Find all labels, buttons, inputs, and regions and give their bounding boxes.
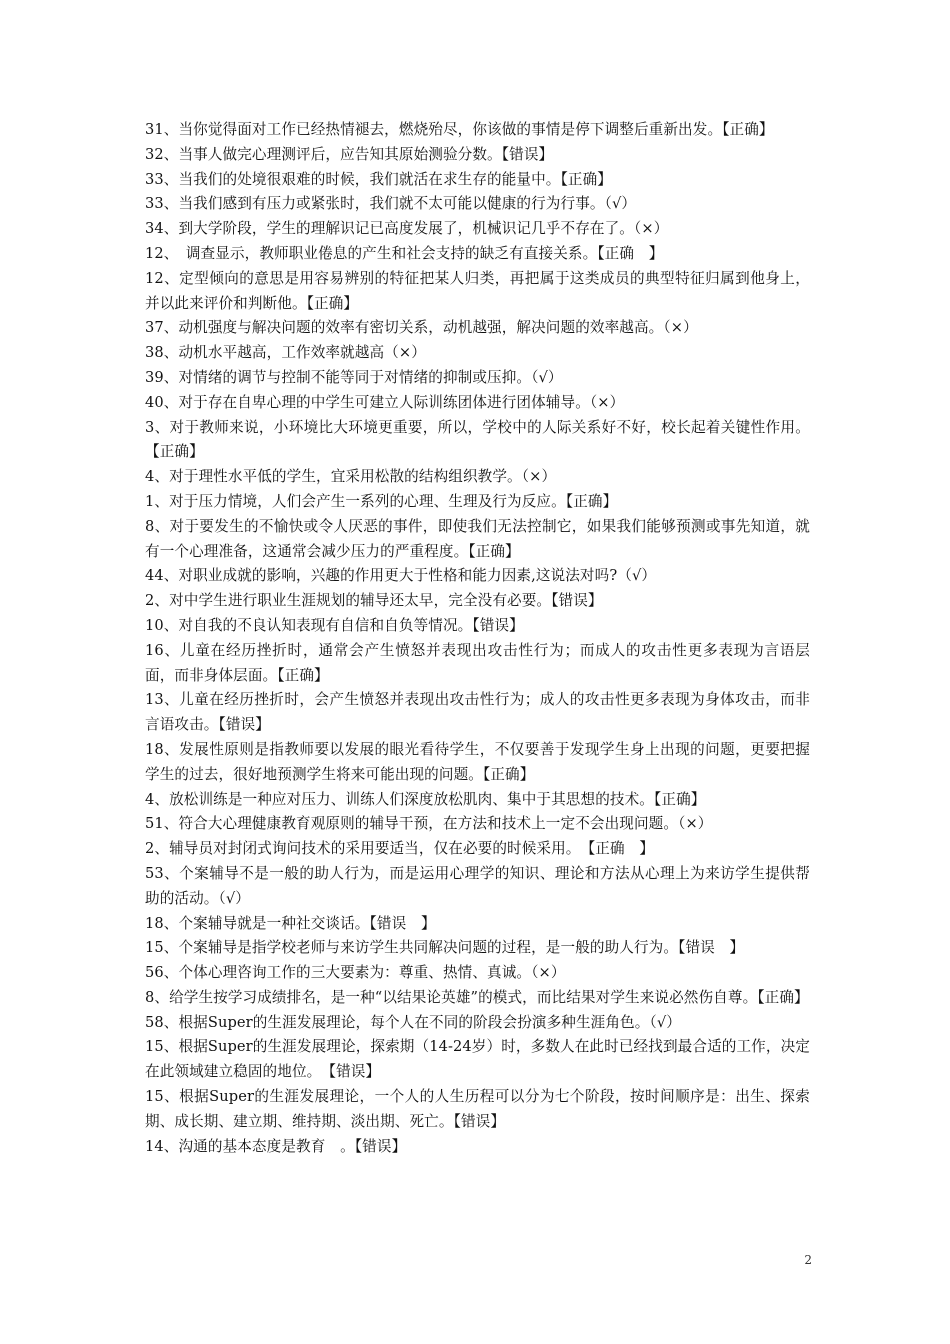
question-item: 56、个体心理咨询工作的三大要素为：尊重、热情、真诚。（×） — [145, 964, 566, 982]
question-item: 10、对自我的不良认知表现有自信和自负等情况。【错误】 — [145, 616, 524, 634]
question-item: 58、根据Super的生涯发展理论，每个人在不同的阶段会扮演多种生涯角色。（√） — [145, 1013, 681, 1031]
question-item: 32、当事人做完心理测评后，应告知其原始测验分数。【错误】 — [145, 145, 554, 163]
question-item: 33、当我们的处境很艰难的时候，我们就活在求生存的能量中。【正确】 — [145, 170, 612, 188]
question-item: 2、对中学生进行职业生涯规划的辅导还太早，完全没有必要。【错误】 — [145, 592, 603, 610]
question-item: 12、 调查显示，教师职业倦息的产生和社会支持的缺乏有直接关系。【正确 】 — [145, 244, 664, 262]
question-item: 44、对职业成就的影响，兴趣的作用更大于性格和能力因素,这说法对吗?（√） — [145, 567, 657, 585]
page-number: 2 — [804, 1253, 812, 1267]
question-item: 2、辅导员对封闭式询问技术的采用要适当，仅在必要的时候采用。 【正确 】 — [145, 840, 655, 858]
question-item: 3、对于教师来说，小环境比大环境更重要，所以，学校中的人际关系好不好，校长起着关键性作用。【正确】 — [145, 418, 810, 461]
question-item: 34、到大学阶段，学生的理解识记已高度发展了，机械识记几乎不存在了。（×） — [145, 220, 669, 238]
question-item: 53、个案辅导不是一般的助人行为，而是运用心理学的知识、理论和方法从心理上为来访学生提供帮助的活动。（√） — [145, 864, 810, 907]
question-item: 18、个案辅导就是一种社交谈话。【错误 】 — [145, 914, 436, 932]
question-item: 4、放松训练是一种应对压力、训练人们深度放松肌肉、集中于其思想的技术。【正确】 — [145, 790, 706, 808]
question-item: 14、沟通的基本态度是教育 。【错误】 — [145, 1137, 407, 1155]
question-item: 40、对于存在自卑心理的中学生可建立人际训练团体进行团体辅导。（×） — [145, 393, 625, 411]
question-item: 13、儿童在经历挫折时，会产生愤怒并表现出攻击性行为；成人的攻击性更多表现为身体攻击，而非言语攻击。【错误】 — [145, 691, 810, 734]
question-item: 15、根据Super的生涯发展理论，探索期（14-24岁）时，多数人在此时已经找到最合适的工作，决定在此领域建立稳固的地位。 【错误】 — [145, 1038, 810, 1081]
question-item: 18、发展性原则是指教师要以发展的眼光看待学生，不仅要善于发现学生身上出现的问题，更要把握学生的过去，很好地预测学生将来可能出现的问题。【正确】 — [145, 740, 810, 783]
question-item: 39、对情绪的调节与控制不能等同于对情绪的抑制或压抑。（√） — [145, 368, 563, 386]
question-item: 31、当你觉得面对工作已经热情褪去，燃烧殆尽，你该做的事情是停下调整后重新出发。【正确】 — [145, 121, 774, 138]
question-item: 15、个案辅导是指学校老师与来访学生共同解决问题的过程，是一般的助人行为。【错误 】 — [145, 939, 745, 957]
question-item: 38、动机水平越高，工作效率就越高（×） — [145, 344, 426, 362]
question-item: 12、定型倾向的意思是用容易辨别的特征把某人归类，再把属于这类成员的典型特征归属到他身上，并以此来评价和判断他。【正确】 — [145, 269, 810, 312]
question-item: 1、对于压力情境，人们会产生一系列的心理、生理及行为反应。【正确】 — [145, 492, 618, 510]
question-item: 16、儿童在经历挫折时，通常会产生愤怒并表现出攻击性行为；而成人的攻击性更多表现为言语层面，而非身体层面。【正确】 — [145, 641, 810, 684]
question-item: 4、对于理性水平低的学生，宜采用松散的结构组织教学。（×） — [145, 468, 557, 486]
question-item: 51、符合大心理健康教育观原则的辅导干预，在方法和技术上一定不会出现问题。（×） — [145, 815, 713, 833]
question-item: 37、动机强度与解决问题的效率有密切关系，动机越强，解决问题的效率越高。（×） — [145, 319, 698, 337]
question-item: 15、根据Super的生涯发展理论，一个人的人生历程可以分为七个阶段，按时间顺序是：出生、探索期、成长期、建立期、维持期、淡出期、死亡。【错误】 — [145, 1088, 810, 1130]
question-item: 8、给学生按学习成绩排名，是一种“以结果论英雄”的模式，而比结果对学生来说必然伤自尊。【正确】 — [145, 988, 809, 1006]
question-item: 33、当我们感到有压力或紧张时，我们就不太可能以健康的行为行事。（√） — [145, 195, 637, 213]
question-item: 8、对于要发生的不愉快或令人厌恶的事件，即使我们无法控制它，如果我们能够预测或事先知道，就有一个心理准备，这通常会减少压力的严重程度。【正确】 — [145, 517, 810, 560]
question-list — [145, 118, 810, 1159]
